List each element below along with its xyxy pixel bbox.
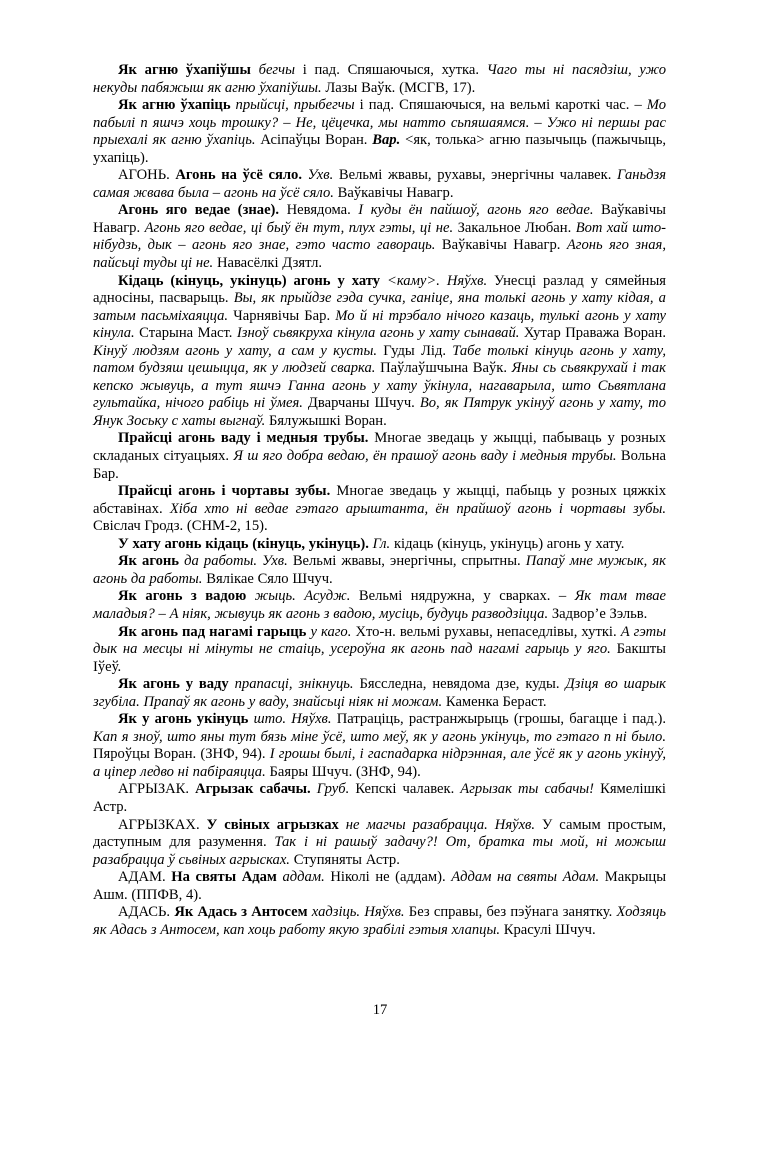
text-plain: Вельмі жвавы, энергічны, спрытны. (287, 553, 526, 570)
dictionary-entry (93, 588, 666, 623)
text-plain: Многае зведаць у жыцці, пабыць у розных цяжкіх абставінах. (93, 483, 666, 517)
text-italic: І грошы былі, і гаспадарка нідрэнная, але ўсё як у агонь укінуў, а ціпер ледво ні пабіраяцца. (93, 746, 666, 780)
text-italic: Вот хай што-нібудзь, дык – агонь яго знае, гэто часто гавораць. (93, 219, 667, 254)
text-italic: Чаго ты ні пасядзіш, ужо некуды пабяжыш як агню ўхапіўшы. (93, 62, 666, 96)
text-italic: Кап я зноў, што яны тут бязь міне ўсё, што меў, як у агонь укінуць, то гэтаго п ні было. (93, 728, 666, 745)
text-plain: Свіслач Гродз. (СНМ-2, 15). (93, 518, 268, 535)
text-plain: Вельмі нядружна, у сварках. – (350, 588, 575, 605)
variant-marker: Вар. (372, 132, 401, 149)
text-italic: хадзіць. Няўхв. (307, 904, 405, 921)
dictionary-entry (93, 273, 666, 431)
text-italic: Вы, як прыйдзе гэда сучка, ганіце, яна толькі агонь у хату кідая, а затым пасьміхаяцца. (93, 290, 666, 324)
text-italic: у каго. (306, 623, 352, 640)
text-italic: Ходзяць як Адась з Антосем, кап хоць работу якую зрабілі гэтыя хлапцы. (93, 904, 667, 938)
text-plain: і пад. Спяшаючыся, на вельмі кароткі час. – (354, 97, 647, 114)
text-italic: А гэты дык на месцы ні мінуты не стаіць, усероўна як агонь пад нагамі гарыць у яго. (93, 623, 667, 658)
headword: Як агонь (118, 553, 180, 570)
headword: Як агню ўхапіць (118, 97, 231, 114)
text-italic: Кінуў людзям агонь у хату, а сам у кусты. (93, 342, 377, 359)
headword: Як агонь пад нагамі гарыць (118, 623, 307, 640)
text-italic: Хіба хто ні ведае гэтаго арыштанта, ён прайшоў агонь і чортавы зубы. (169, 500, 666, 517)
headword: Як Адась з Антосем (174, 904, 308, 921)
text-plain: Ваўкавічы Навагр. (435, 237, 567, 254)
headword: На святы Адам (171, 869, 277, 886)
text-italic: Ганьдзя самая жвава была – агонь на ўсё сяло. (93, 167, 667, 201)
text-italic: прыйсці, прыбегчы (230, 97, 355, 114)
text-plain: Патраціць, растранжырыць (грошы, багацце і пад.). (331, 711, 666, 728)
text-plain: Вольна Бар. (93, 448, 667, 482)
text-italic: Мо й ні трэбало нічого казаць, тулькі агонь у хату кінула. (93, 307, 667, 342)
text-plain: Дварчаны Шчуч. (302, 395, 420, 412)
text-plain: Кямелішкі Астр. (93, 781, 666, 815)
text-italic: Агонь яго зная, пайсьці туды ці не. (93, 237, 666, 272)
text-plain: Ваўкавічы Навагр. (333, 184, 454, 201)
text-plain: Закальное Любан. (453, 219, 576, 236)
headword: Прайсці агонь і чортавы зубы. (118, 483, 331, 500)
text-plain: Каменка Бераст. (442, 693, 547, 710)
headword: Агрызак сабачы. (195, 781, 311, 798)
dictionary-entry (93, 202, 666, 272)
text-italic: бегчы (250, 62, 295, 78)
text-italic: Як там твае маладыя? – А ніяк, жывуць як агонь з вадою, мусіць, будуць разводзіцца. (93, 588, 666, 622)
text-italic: Во, як Пятрук укінуў агонь у хату, то Янук Зоську с хаты выгнаў. (93, 395, 666, 429)
text-italic: Папаў мне мужык, як агонь да работы. (93, 553, 666, 587)
text-italic: аддам. (276, 869, 325, 886)
text-plain: Без справы, без пэўнага занятку. (404, 904, 617, 921)
text-italic: Ухв. (302, 167, 334, 184)
text-plain: Бясследна, невядома дзе, куды. (353, 676, 566, 693)
headword: Кідаць (кінуць, укінуць) агонь у хату (118, 272, 381, 289)
text-italic: І куды ён пайшоў, агонь яго ведае. (358, 202, 594, 219)
dictionary-entry (93, 62, 666, 97)
text-plain: Вельмі жвавы, рухавы, энергічны чалавек. (333, 167, 618, 184)
text-italic: Табе толькі кінуць агонь у хату, патом будзяш цешыцца, як у людзей сварка. (93, 342, 666, 377)
text-italic: Аддам на святы Адам. (451, 869, 600, 886)
text-italic: Я ш яго добра ведаю, ён прашоў агонь ваду і медныя трубы. (233, 448, 617, 465)
text-plain: Невядома. (279, 202, 359, 219)
dictionary-entry (93, 167, 666, 202)
text-plain: АДАМ. (118, 869, 172, 886)
headword: Агонь на ўсё сяло. (175, 167, 302, 184)
text-plain: АДАСЬ. (118, 904, 175, 921)
text-plain: Лазы Ваўк. (МСГВ, 17). (321, 79, 476, 96)
text-italic: жыць. Асудж. (246, 588, 351, 605)
text-italic: Агонь яго ведае, ці быў ён тут, плух гэты, ці не. (144, 219, 454, 236)
dictionary-entry (93, 624, 666, 677)
headword: Як агонь з вадою (118, 588, 247, 605)
text-plain: Чарнявічы Бар. (228, 307, 336, 324)
text-italic: да работы. Ухв. (179, 553, 288, 570)
text-plain: Ніколі не (аддам). (324, 869, 452, 886)
text-plain: Вялікае Сяло Шчуч. (202, 570, 333, 587)
text-plain: АГОНЬ. (118, 167, 176, 184)
text-plain: У самым простым, даступным для разумення. (93, 816, 666, 851)
text-plain: Задвор’е Зэльв. (548, 605, 648, 622)
text-italic: Дзіця во шарык згубіла. Прапаў як агонь у ваду, знайсьці ніяк ні можам. (93, 676, 666, 710)
headword: У хату агонь кідаць (кінуць, укінуць). (118, 535, 369, 552)
text-plain: Унесці разлад у сямейныя адносіны, пасварыць. (93, 272, 666, 307)
dictionary-entry (93, 483, 666, 536)
text-plain: Паўлаўшчына Ваўк. (375, 360, 512, 377)
text-plain: Красулі Шчуч. (500, 921, 596, 938)
headword: У свіных агрызках (206, 816, 339, 833)
headword: Як агню ўхапіўшы (118, 62, 251, 78)
text-plain: Баяры Шчуч. (ЗНФ, 94). (265, 763, 421, 780)
text-italic: што. Няўхв. (248, 711, 332, 728)
text-italic: Так і ні рашыў задачу?! От, братка ты мой, ні можыш разабрацца ў сьвіных агрысках. (93, 834, 666, 868)
text-plain: Ваўкавічы Навагр. (93, 202, 666, 236)
text-italic: Агрызак ты сабачы! (460, 781, 595, 798)
dictionary-entry (93, 817, 666, 870)
dictionary-entry (93, 711, 666, 781)
dictionary-entry (93, 869, 666, 904)
text-plain: Бакшты Іўеў. (93, 641, 666, 675)
text-plain: Многае зведаць у жыцці, пабываць у розных складаных сітуацыях. (93, 430, 666, 465)
text-plain: Пяроўцы Воран. (ЗНФ, 94). (93, 746, 270, 763)
text-plain: Ступяняты Астр. (289, 851, 400, 868)
text-plain: Асіпаўцы Воран. (255, 132, 373, 149)
text-italic: Груб. (310, 781, 350, 798)
page-number: 17 (372, 1002, 388, 1018)
text-plain: Бялужышкі Воран. (265, 412, 387, 429)
headword: Як агонь у ваду (118, 676, 229, 693)
text-plain: Старына Маст. (134, 325, 237, 342)
text-italic: прапасці, знікнуць. (228, 676, 354, 693)
text-plain: <як, толька> агню пазычыць (пажычыць, ухапіць). (93, 132, 666, 166)
text-plain: Хто-н. вельмі рухавы, непаседлівы, хуткі. (351, 623, 621, 640)
text-plain: Навасёлкі Дзятл. (213, 255, 323, 272)
headword: Прайсці агонь ваду і медныя трубы. (118, 430, 369, 447)
dictionary-entry (93, 676, 666, 711)
dictionary-entry (93, 536, 666, 554)
text-plain: АГРЫЗКАХ. (118, 816, 207, 833)
text-plain: Кепскі чалавек. (349, 781, 461, 798)
text-italic: Яны сь сьвякрухай і так кепско жывуць, а тут яшчэ Ганна агонь у хату ўкінула, нагаварыла, што Сьвятлана гультайка, нічого рабіць ні ўмея. (93, 360, 666, 412)
text-plain: і пад. Спяшаючыся, хутка. (294, 62, 487, 78)
dictionary-entry (93, 904, 666, 939)
dictionary-entry (93, 97, 666, 167)
text-italic: Мо пабылі п яшчэ хоць трошку? – Не, цёцечка, мы натто сьпяшаямся. – Ужо ні першы рас прыехалі як агню ўхапіць. (93, 97, 666, 149)
dictionary-entry (93, 553, 666, 588)
text-plain: кідаць (кінуць, укінуць) агонь у хату. (390, 535, 625, 552)
text-italic: <каму>. Няўхв. (380, 272, 488, 289)
text-plain: Хутар Праважа Воран. (519, 325, 666, 342)
text-column (93, 62, 666, 939)
text-plain: Гуды Лід. (376, 342, 453, 359)
text-plain: АГРЫЗАК. (118, 781, 196, 798)
headword: Як у агонь укінуць (118, 711, 249, 728)
text-italic: Ізноў сьвякруха кінула агонь у хату сынавай. (236, 325, 520, 342)
dictionary-entry (93, 781, 666, 816)
text-plain: Макрыцы Ашм. (ППФВ, 4). (93, 869, 667, 903)
headword: Агонь яго ведае (знае). (118, 202, 280, 219)
text-italic: не магчы разабрацца. Няўхв. (338, 816, 536, 833)
dictionary-entry (93, 430, 666, 483)
text-italic: Гл. (368, 535, 391, 552)
